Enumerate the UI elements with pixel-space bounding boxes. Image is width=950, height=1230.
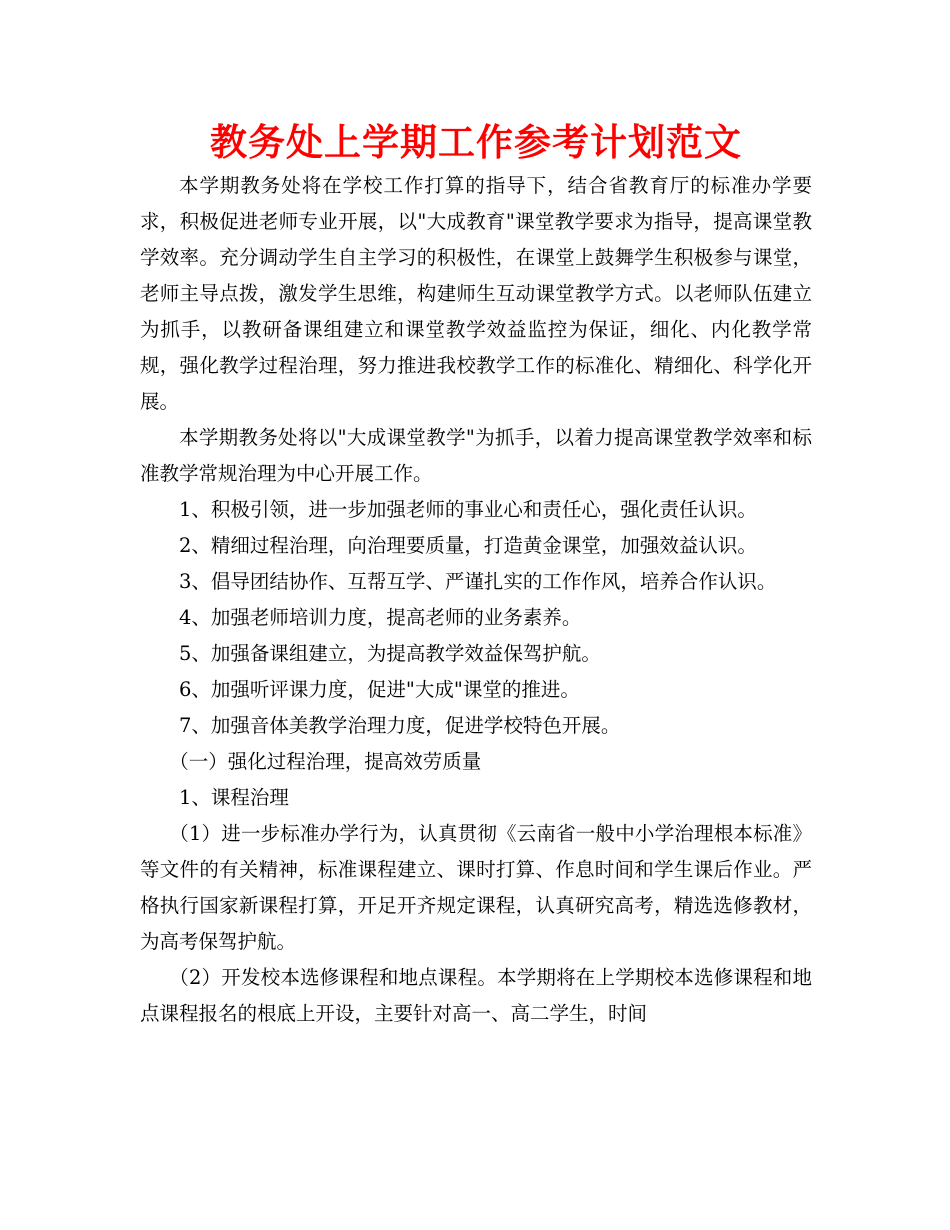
- document-title: 教务处上学期工作参考计划范文: [210, 121, 742, 164]
- paragraph-focus: 本学期教务处将以"大成课堂教学"为抓手，以着力提高课堂教学效率和标准教学常规治理为中心开展工作。: [140, 426, 812, 485]
- list-item-7: 7、加强音体美教学治理力度，促进学校特色开展。: [179, 714, 621, 737]
- document-page: [140, 118, 812, 1032]
- list-item-4: 4、加强老师培训力度，提高老师的业务素养。: [179, 606, 582, 629]
- paragraph-course-1: （1）进一步标准办学行为，认真贯彻《云南省一般中小学治理根本标准》等文件的有关精神，标准课程建立、课时打算、作息时间和学生课后作业。严格执行国家新课程打算，开足开齐规定课程，认真研究高考，精选选修教材，为高考保驾护航。: [140, 822, 812, 953]
- list-item-3: 3、倡导团结协作、互帮互学、严谨扎实的工作作风，培养合作认识。: [179, 570, 777, 593]
- list-item-6: 6、加强听评课力度，促进"大成"课堂的推进。: [179, 678, 580, 701]
- paragraph-course-2: （2）开发校本选修课程和地点课程。本学期将在上学期校本选修课程和地点课程报名的根底上开设，主要针对高一、高二学生，时间: [140, 966, 812, 1025]
- subsection-heading-course: 1、课程治理: [179, 786, 289, 809]
- list-item-2: 2、精细过程治理，向治理要质量，打造黄金课堂，加强效益认识。: [179, 534, 757, 557]
- list-item-5: 5、加强备课组建立，为提高教学效益保驾护航。: [179, 642, 601, 665]
- section-heading-1: （一）强化过程治理，提高效劳质量: [169, 750, 482, 773]
- paragraph-intro: 本学期教务处将在学校工作打算的指导下，结合省教育厅的标准办学要求，积极促进老师专业开展，以"大成教育"课堂教学要求为指导，提高课堂教学效率。充分调动学生自主学习的积极性，在课堂上鼓舞学生积极参与课堂，老师主导点拨，激发学生思维，构建师生互动课堂教学方式。以老师队伍建立为抓手，以教研备课组建立和课堂教学效益监控为保证，细化、内化教学常规，强化教学过程治理，努力推进我校教学工作的标准化、精细化、科学化开展。: [140, 174, 812, 413]
- list-item-1: 1、积极引领，进一步加强老师的事业心和责任心，强化责任认识。: [179, 498, 757, 521]
